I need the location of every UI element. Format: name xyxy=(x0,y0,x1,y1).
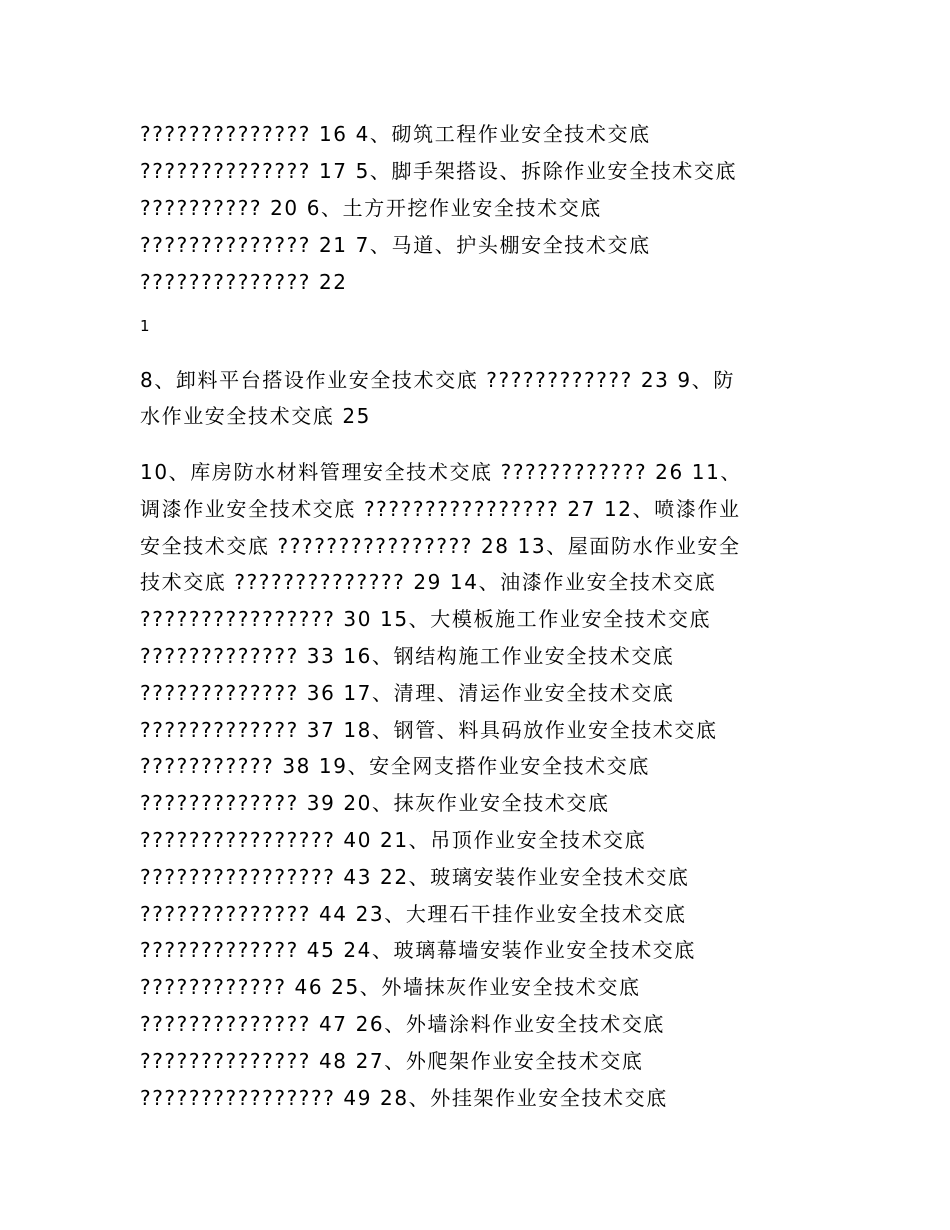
toc-line: ???????????????? 30 15、大模板施工作业安全技术交底 xyxy=(140,607,712,631)
toc-line: 水作业安全技术交底 25 xyxy=(140,404,372,428)
toc-line: ???????????????? 40 21、吊顶作业安全技术交底 xyxy=(140,828,647,852)
toc-line: ?????????????? 17 5、脚手架搭设、拆除作业安全技术交底 xyxy=(140,159,738,183)
toc-line: ?????????? 20 6、土方开挖作业安全技术交底 xyxy=(140,196,602,220)
toc-line: ?????????????? 16 4、砌筑工程作业安全技术交底 xyxy=(140,122,651,146)
toc-line: ?????????????? 48 27、外爬架作业安全技术交底 xyxy=(140,1049,644,1073)
toc-line: ?????????????? 47 26、外墙涂料作业安全技术交底 xyxy=(140,1012,666,1036)
toc-line: ?????????????? 21 7、马道、护头棚安全技术交底 xyxy=(140,233,651,257)
toc-line: ????????????? 33 16、钢结构施工作业安全技术交底 xyxy=(140,644,675,668)
toc-line: ???????????????? 49 28、外挂架作业安全技术交底 xyxy=(140,1086,668,1110)
toc-line: ????????????? 45 24、玻璃幕墙安装作业安全技术交底 xyxy=(140,938,697,962)
toc-line: 调漆作业安全技术交底 ???????????????? 27 12、喷漆作业 xyxy=(140,497,741,521)
toc-line: 8、卸料平台搭设作业安全技术交底 ???????????? 23 9、防 xyxy=(140,368,735,392)
toc-line: ????????????? 39 20、抹灰作业安全技术交底 xyxy=(140,791,610,815)
toc-line: 技术交底 ?????????????? 29 14、油漆作业安全技术交底 xyxy=(140,570,717,594)
toc-line: ???????????? 46 25、外墙抹灰作业安全技术交底 xyxy=(140,975,641,999)
toc-line: 安全技术交底 ???????????????? 28 13、屋面防水作业安全 xyxy=(140,534,741,558)
toc-line: ?????????????? 44 23、大理石干挂作业安全技术交底 xyxy=(140,902,687,926)
toc-line: ?????????????? 22 xyxy=(140,270,348,294)
toc-line: 10、库房防水材料管理安全技术交底 ???????????? 26 11、 xyxy=(140,460,743,484)
toc-line: ????????????? 37 18、钢管、料具码放作业安全技术交底 xyxy=(140,718,718,742)
toc-line: ????????????? 36 17、清理、清运作业安全技术交底 xyxy=(140,681,675,705)
toc-line: ??????????? 38 19、安全网支搭作业安全技术交底 xyxy=(140,754,650,778)
toc-line: ???????????????? 43 22、玻璃安装作业安全技术交底 xyxy=(140,865,690,889)
page-number: 1 xyxy=(140,317,150,335)
